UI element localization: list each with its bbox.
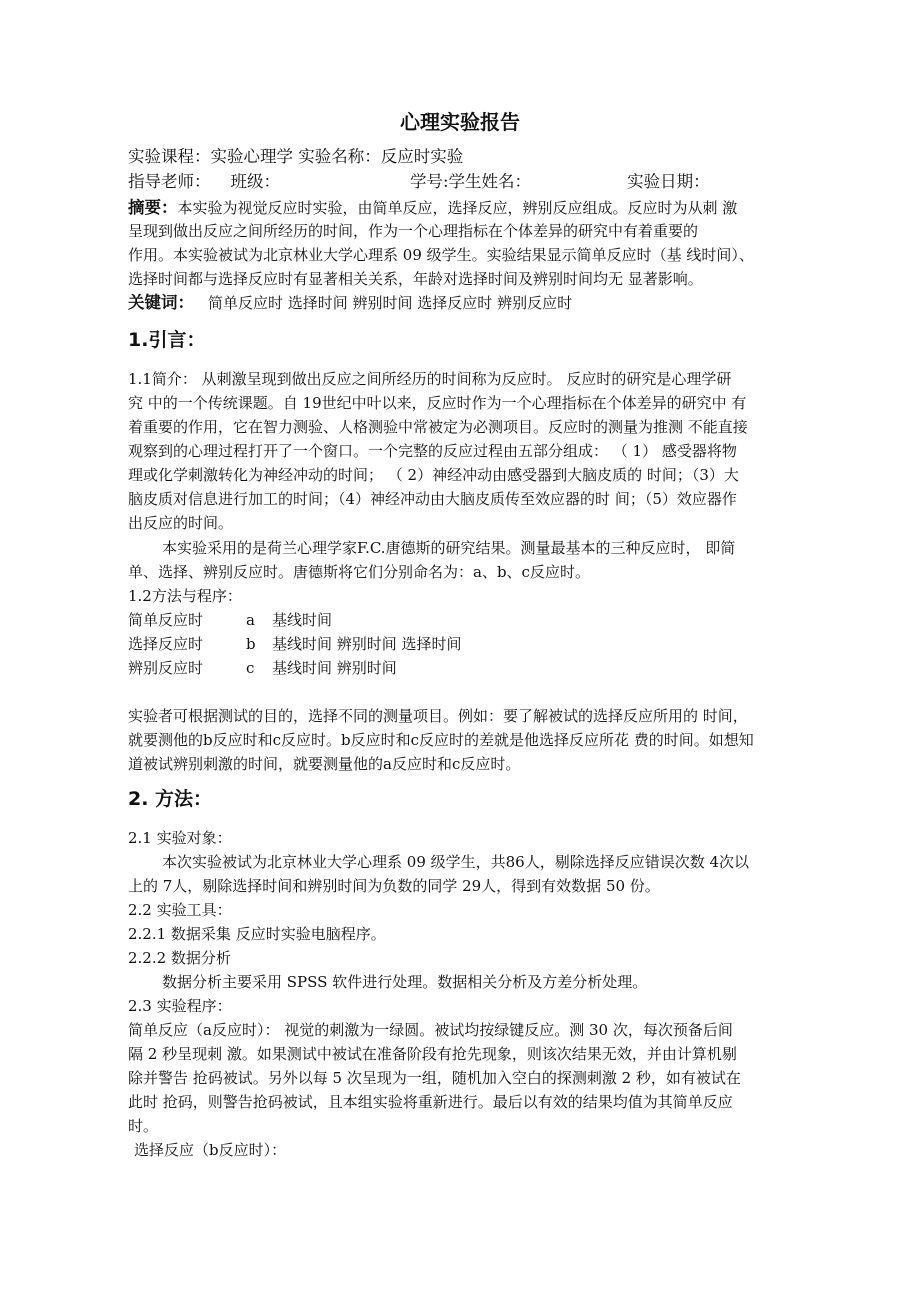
keywords-text: 简单反应时 选择时间 辨别时间 选择反应时 辨别反应时 [208, 294, 573, 312]
section-1-heading: 1.引言： [128, 329, 206, 351]
para-line: 实验者可根据测试的目的，选择不同的测量项目。例如：要了解被试的选择反应所用的 时间， [128, 707, 748, 725]
intro-line: 究 中的一个传统课题。自 19世纪中叶以来，反应时作为一个心理指标在个体差异的研究中 有 [128, 394, 747, 412]
para-line: 就要测他的b反应时和c反应时。b反应时和c反应时的差就是他选择反应所花 费的时间。如想知 [128, 731, 754, 749]
s221-line: 2.2.1 数据采集 反应时实验电脑程序。 [128, 925, 386, 943]
s23-line: 时。 [128, 1117, 159, 1135]
abstract-line-3: 作用。本实验被试为北京林业大学心理系 09 级学生。实验结果显示简单反应时（基 线时间）、 [128, 246, 754, 264]
donders-line: 本实验采用的是荷兰心理学家F.C.唐德斯的研究结果。测量最基本的三种反应时， 即简 [162, 539, 736, 557]
abstract-label: 摘要： [128, 198, 178, 217]
s222-text: 数据分析主要采用 SPSS 软件进行处理。数据相关分析及方差分析处理。 [162, 973, 648, 991]
s23-b-line: 选择反应（b反应时）： [134, 1141, 287, 1159]
student-label: 学号:学生姓名： [410, 172, 532, 191]
s22-heading: 2.2 实验工具： [128, 901, 232, 919]
abstract-line-1: 摘要：本实验为视觉反应时实验，由简单反应，选择反应，辨别反应组成。反应时为从刺 激 [128, 198, 738, 217]
s21-line: 本次实验被试为北京林业大学心理系 09 级学生，共86人，剔除选择反应错误次数 4次以 [162, 853, 750, 871]
abstract-line-2: 呈现到做出反应之间所经历的时间，作为一个心理指标在个体差异的研究中有着重要的 [128, 222, 699, 240]
keywords-line [128, 293, 572, 313]
abstract-line-4: 选择时间都与选择反应时有显著相关关系，年龄对选择时间及辨别时间均无 显著影响。 [128, 270, 703, 288]
teacher-label: 指导老师： [128, 172, 211, 191]
s23-line: 隔 2 秒呈现刺 激。如果测试中被试在准备阶段有抢先现象，则该次结果无效，并由计算机剔 [128, 1045, 737, 1063]
document-title: 心理实验报告 [400, 110, 520, 134]
s21-heading: 2.1 实验对象： [128, 829, 232, 847]
teacher-line [128, 172, 710, 192]
rt-row: 选择反应时 b 基线时间 辨别时间 选择时间 [128, 635, 462, 653]
para-line: 道被试辨别刺激的时间，就要测量他的a反应时和c反应时。 [128, 755, 521, 773]
section-2-heading: 2. 方法： [128, 788, 213, 810]
intro-line: 脑皮质对信息进行加工的时间；（4）神经冲动由大脑皮质传至效应器的时 间；（5）效应器作 [128, 490, 737, 508]
keywords-label: 关键词： [128, 293, 194, 312]
donders-line: 单、选择、辨别反应时。唐德斯将它们分别命名为：a、b、c反应时。 [128, 563, 590, 581]
intro-line: 着重要的作用，它在智力测验、人格测验中常被定为必测项目。反应时的测量为推测 不能直接 [128, 418, 748, 436]
method-heading: 1.2方法与程序： [128, 587, 242, 605]
course-line: 实验课程：实验心理学 实验名称：反应时实验 [128, 147, 464, 166]
intro-line: 理或化学刺激转化为神经冲动的时间； （ 2）神经冲动由感受器到大脑皮质的 时间；（3）大 [128, 466, 739, 484]
s23-line: 简单反应（a反应时）： 视觉的刺激为一绿圆。被试均按绿键反应。测 30 次，每次预备后间 [128, 1021, 733, 1039]
s23-heading: 2.3 实验程序： [128, 997, 232, 1015]
class-label: 班级： [230, 172, 280, 191]
s21-line: 上的 7人，剔除选择时间和辨别时间为负数的同学 29人，得到有效数据 50 份。 [128, 877, 660, 895]
s23-line: 此时 抢码，则警告抢码被试，且本组实验将重新进行。最后以有效的结果均值为其简单反应 [128, 1093, 733, 1111]
intro-line: 观察到的心理过程打开了一个窗口。一个完整的反应过程由五部分组成： （ 1） 感受器将物 [128, 442, 737, 460]
date-label: 实验日期： [627, 172, 710, 191]
intro-line: 1.1简介： 从刺激呈现到做出反应之间所经历的时间称为反应时。 反应时的研究是心理学研 [128, 370, 732, 388]
intro-line: 出反应的时间。 [128, 514, 234, 532]
rt-row: 简单反应时 a 基线时间 [128, 611, 333, 629]
s222-heading: 2.2.2 数据分析 [128, 949, 231, 967]
rt-row: 辨别反应时 c 基线时间 辨别时间 [128, 659, 397, 677]
s23-line: 除并警告 抢码被试。另外以每 5 次呈现为一组，随机加入空白的探测刺激 2 秒，如有被试在 [128, 1069, 741, 1087]
